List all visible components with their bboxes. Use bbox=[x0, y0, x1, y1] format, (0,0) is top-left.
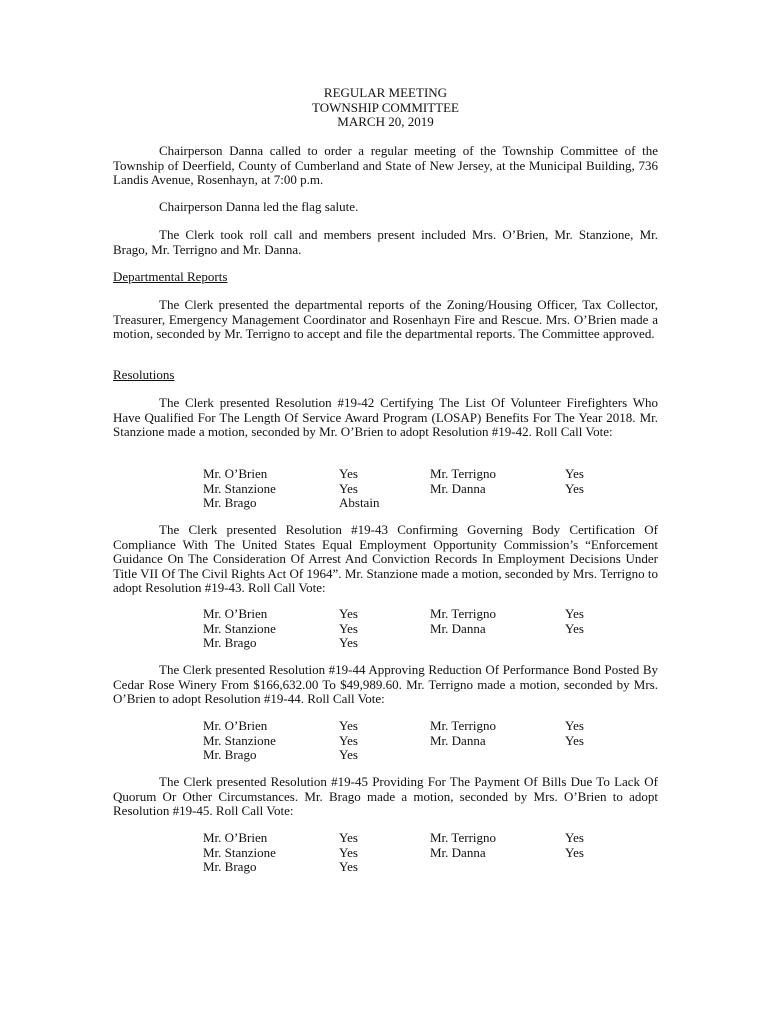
vote-member: Mr. Brago bbox=[203, 495, 257, 510]
vote-member: Mr. Danna bbox=[430, 844, 486, 860]
vote-member: Mr. O’Brien bbox=[203, 718, 268, 733]
vote-member: Mr. Terrigno bbox=[430, 606, 497, 621]
vote-member: Mr. Stanzione bbox=[203, 732, 276, 748]
document-header bbox=[113, 86, 658, 130]
vote-value: Yes bbox=[339, 718, 358, 733]
vote-member: Mr. Terrigno bbox=[430, 718, 497, 733]
roll-call-vote-19-42 bbox=[203, 467, 623, 510]
vote-member: Mr. O’Brien bbox=[203, 830, 268, 845]
vote-member: Mr. Stanzione bbox=[203, 844, 276, 860]
header-meeting-type: REGULAR MEETING bbox=[323, 85, 448, 100]
vote-value: Yes bbox=[565, 718, 584, 733]
vote-value: Yes bbox=[565, 844, 584, 860]
vote-member: Mr. Terrigno bbox=[430, 830, 497, 845]
vote-member: Mr. Terrigno bbox=[430, 466, 497, 481]
vote-member: Mr. Danna bbox=[430, 732, 486, 748]
vote-value: Yes bbox=[339, 480, 358, 496]
vote-member: Mr. O’Brien bbox=[203, 606, 268, 621]
vote-value: Yes bbox=[339, 635, 358, 650]
vote-value bbox=[565, 636, 623, 650]
vote-member bbox=[430, 496, 565, 510]
header-date: MARCH 20, 2019 bbox=[337, 114, 434, 129]
vote-member: Mr. Danna bbox=[430, 620, 486, 636]
vote-member: Mr. Danna bbox=[430, 480, 486, 496]
roll-call-paragraph: The Clerk took roll call and members present included Mrs. O’Brien, Mr. Stanzione, Mr. Brago, Mr. Terrigno and Mr. Danna. bbox=[113, 227, 658, 257]
vote-value: Yes bbox=[565, 732, 584, 748]
resolution-19-42-paragraph: The Clerk presented Resolution #19-42 Certifying The List Of Volunteer Firefighters Who Have Qualified For The Length Of Service Award Program (LOSAP) Benefits For The Year 2018. Mr. Stanzione made a motion, seconded by Mr. O’Brien to adopt Resolution #19-42. Roll Call Vote: bbox=[113, 395, 658, 439]
vote-value bbox=[565, 496, 623, 510]
vote-member: Mr. O’Brien bbox=[203, 466, 268, 481]
vote-member bbox=[430, 748, 565, 762]
vote-member: Mr. Stanzione bbox=[203, 620, 276, 636]
vote-value: Yes bbox=[339, 830, 358, 845]
vote-value: Yes bbox=[565, 620, 584, 636]
vote-value: Yes bbox=[339, 732, 358, 748]
vote-member: Mr. Brago bbox=[203, 635, 257, 650]
resolution-19-44-paragraph: The Clerk presented Resolution #19-44 Approving Reduction Of Performance Bond Posted By Cedar Rose Winery From $166,632.00 To $49,989.60. Mr. Terrigno made a motion, seconded by Mrs. O’Brien to adopt Resolution #19-44. Roll Call Vote: bbox=[113, 662, 658, 706]
vote-member: Mr. Brago bbox=[203, 747, 257, 762]
departmental-reports-heading: Departmental Reports bbox=[113, 269, 228, 284]
vote-value: Yes bbox=[565, 606, 584, 621]
vote-value bbox=[565, 860, 623, 874]
vote-member: Mr. Brago bbox=[203, 859, 257, 874]
roll-call-vote-19-45 bbox=[203, 831, 623, 874]
header-body: TOWNSHIP COMMITTEE bbox=[312, 99, 459, 115]
roll-call-vote-19-43 bbox=[203, 607, 623, 650]
vote-value: Yes bbox=[565, 466, 584, 481]
vote-member bbox=[430, 636, 565, 650]
call-to-order-paragraph: Chairperson Danna called to order a regular meeting of the Township Committee of the Township of Deerfield, County of Cumberland and State of New Jersey, at the Municipal Building, 736 Landis Avenue, Rosenhayn, at 7:00 p.m. bbox=[113, 143, 658, 187]
vote-value: Yes bbox=[565, 480, 584, 496]
departmental-reports-paragraph: The Clerk presented the departmental reports of the Zoning/Housing Officer, Tax Collector, Treasurer, Emergency Management Coordinator and Rosenhayn Fire and Rescue. Mrs. O’Brien made a motion, seconded by Mr. Terrigno to accept and file the departmental reports. The Committee approved. bbox=[113, 297, 658, 341]
roll-call-vote-19-44 bbox=[203, 719, 623, 762]
vote-member: Mr. Stanzione bbox=[203, 480, 276, 496]
vote-value: Yes bbox=[339, 466, 358, 481]
vote-value: Yes bbox=[339, 859, 358, 874]
vote-member bbox=[430, 860, 565, 874]
vote-value: Abstain bbox=[339, 495, 380, 510]
resolutions-heading: Resolutions bbox=[113, 367, 175, 382]
resolution-19-43-paragraph: The Clerk presented Resolution #19-43 Confirming Governing Body Certification Of Compliance With The United States Equal Employment Opportunity Commission’s “Enforcement Guidance On The Consideration Of Arrest And Conviction Records In Employment Decisions Under Title VII Of The Civil Rights Act Of 1964”. Mr. Stanzione made a motion, seconded by Mrs. Terrigno to adopt Resolution #19-43. Roll Call Vote: bbox=[113, 522, 658, 595]
vote-value bbox=[565, 748, 623, 762]
vote-value: Yes bbox=[339, 620, 358, 636]
vote-value: Yes bbox=[565, 830, 584, 845]
resolution-19-45-paragraph: The Clerk presented Resolution #19-45 Providing For The Payment Of Bills Due To Lack Of Quorum Or Other Circumstances. Mr. Brago made a motion, seconded by Mrs. O’Brien to adopt Resolution #19-45. Roll Call Vote: bbox=[113, 774, 658, 818]
vote-value: Yes bbox=[339, 606, 358, 621]
vote-value: Yes bbox=[339, 844, 358, 860]
flag-salute-paragraph: Chairperson Danna led the flag salute. bbox=[159, 199, 359, 214]
vote-value: Yes bbox=[339, 747, 358, 762]
